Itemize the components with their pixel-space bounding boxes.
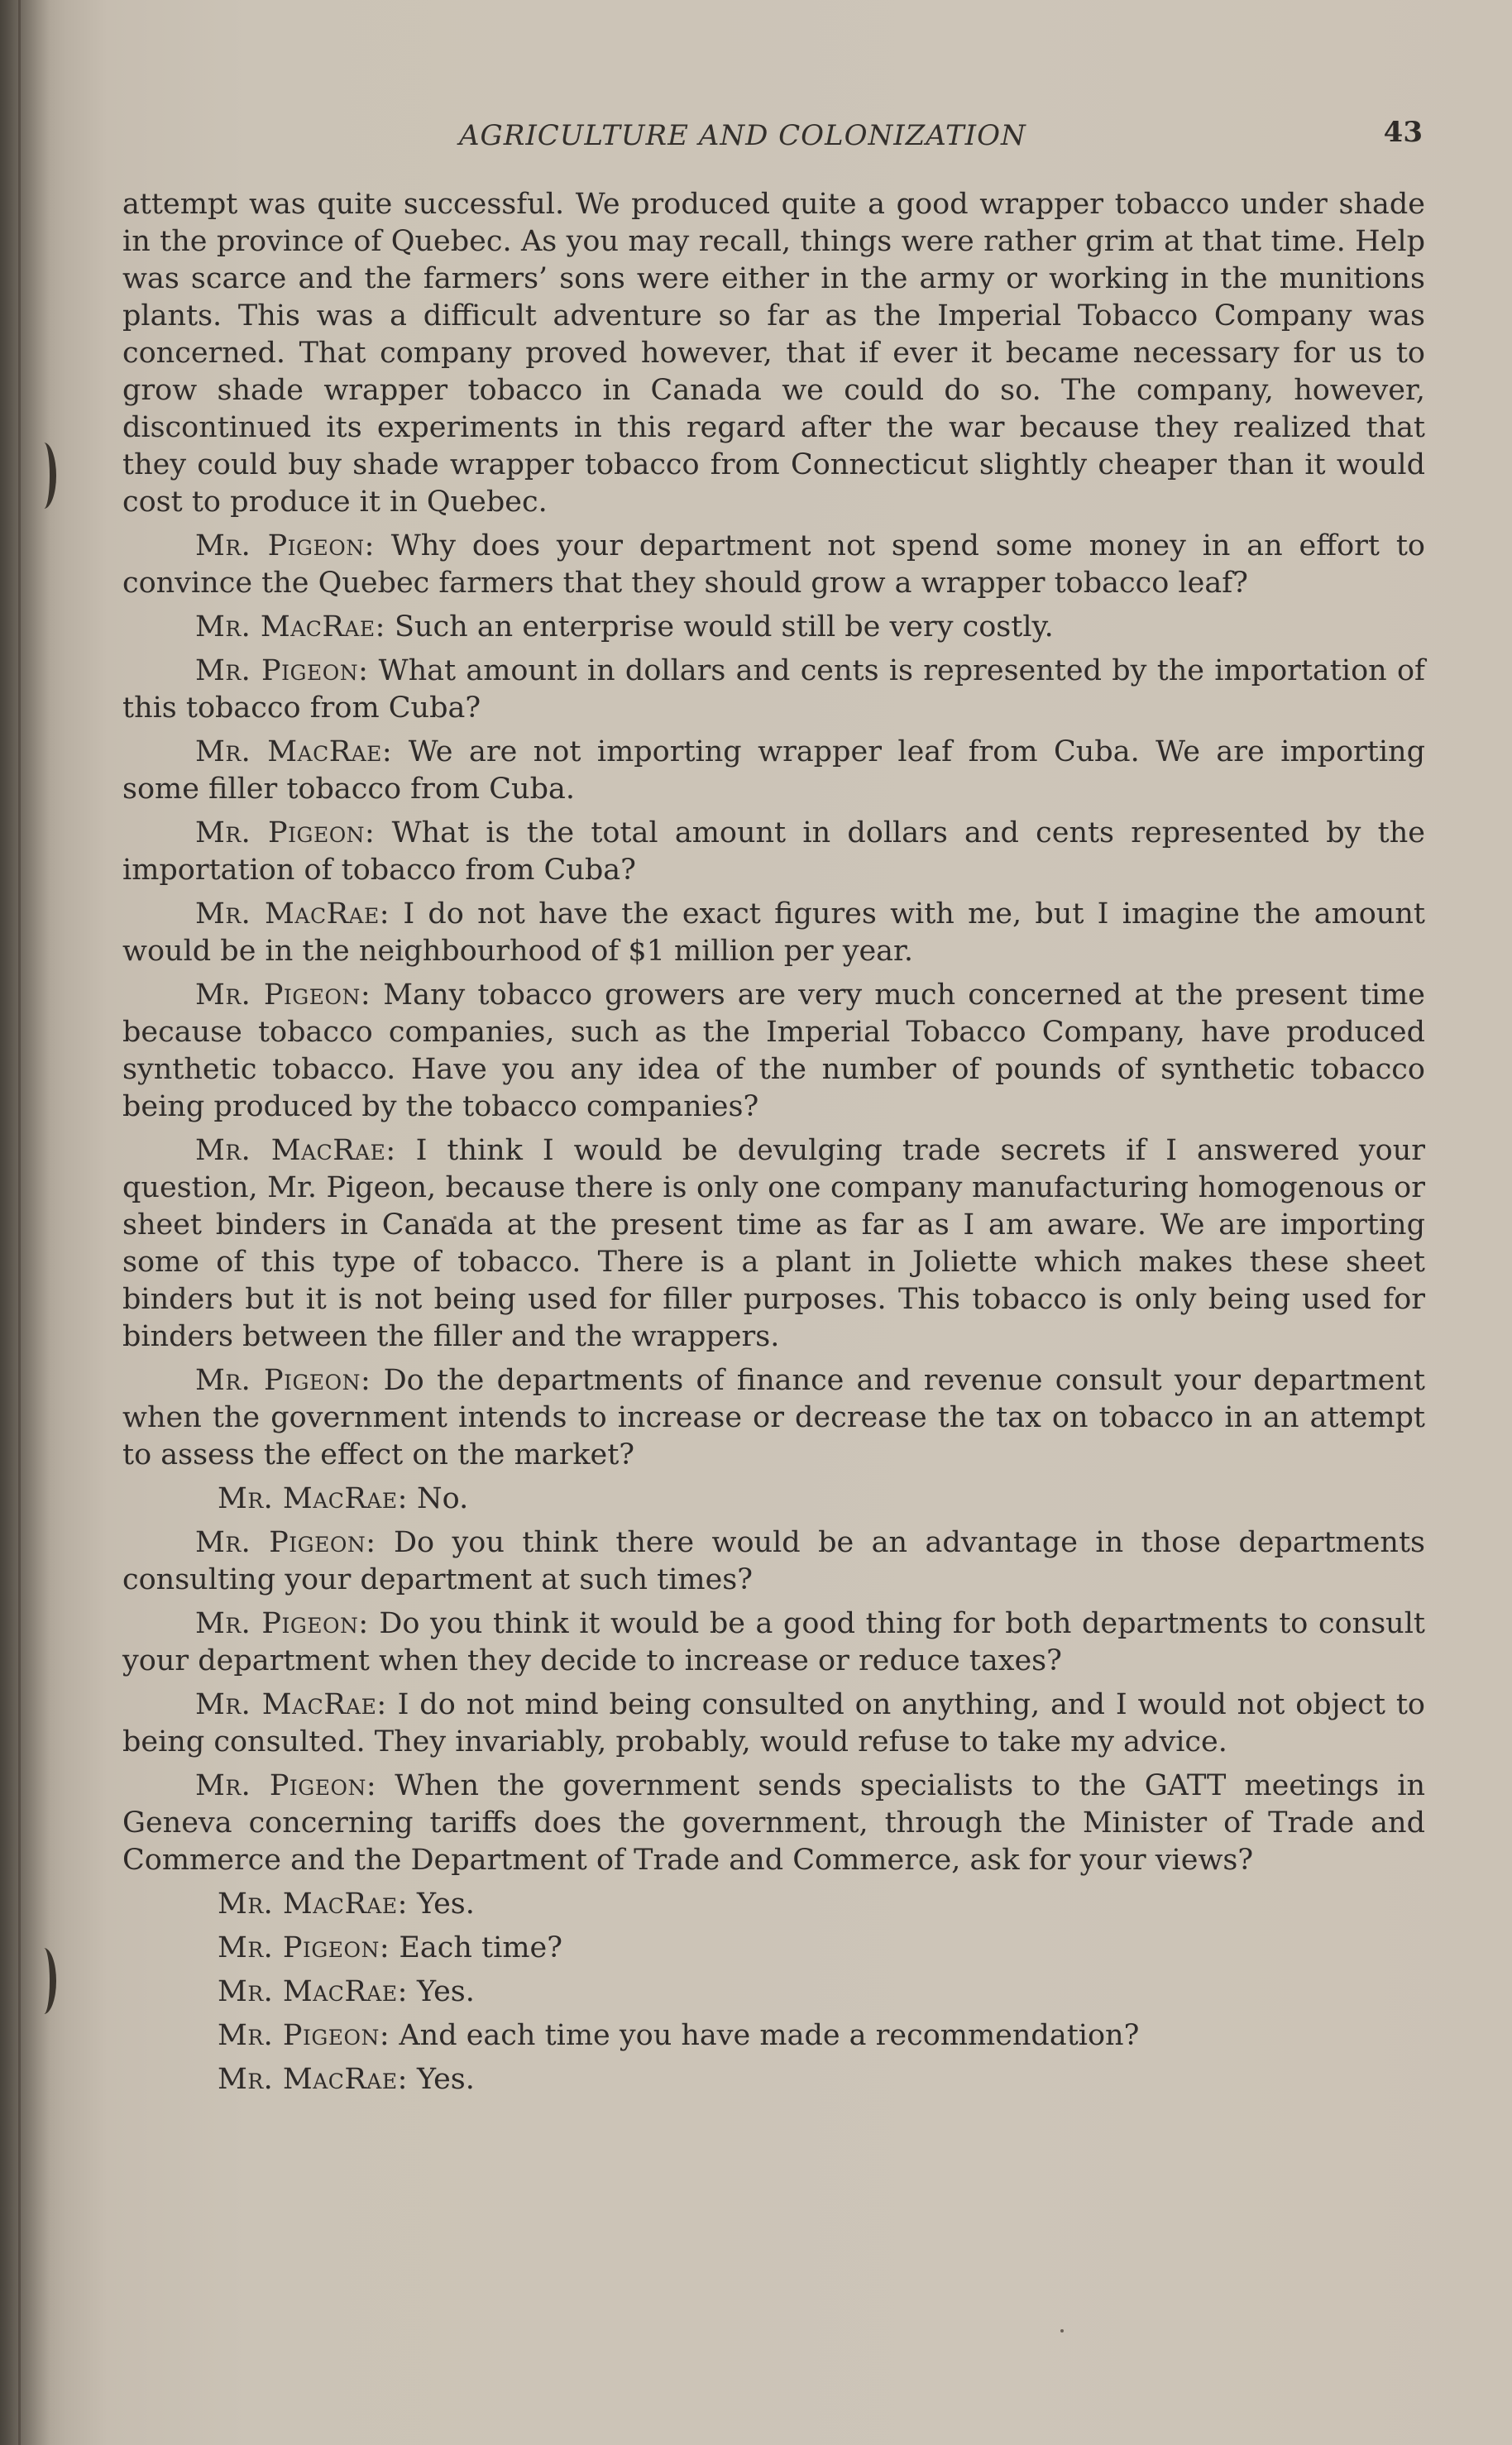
exchange-paragraph [122,2061,1425,2098]
speech-text: Why does your department not spend some money in an effort to convince the Quebec farmers that they should grow a wrapper tobacco leaf? [122,529,1425,600]
exchange-paragraph [122,1605,1425,1680]
speaker-label: Mr. Pigeon: [195,816,376,849]
speech-text: I do not have the exact figures with me, but I imagine the amount would be in the neighbourhood of $1 million per year. [122,897,1425,968]
speech-text: Each time? [399,1931,562,1964]
exchange-paragraph [122,1687,1425,1761]
exchange-paragraph [122,734,1425,808]
speech-text: I think I would be devulging trade secrets if I answered your question, Mr. Pigeon, because there is only one company manufacturing homogenous or sheet binders in Canada at the present time as far as I am aware. We are importing some of this type of tobacco. There is a plant in Joliette which makes these sheet binders but it is not being used for filler purposes. This tobacco is only being used for binders between the filler and the wrappers. [122,1134,1425,1353]
spine-shadow [0,0,50,2445]
speaker-label: Mr. MacRae: [195,897,390,931]
speech-text: Many tobacco growers are very much concerned at the present time because tobacco companies, such as the Imperial Tobacco Company, have produced synthetic tobacco. Have you any idea of the number of pounds of synthetic tobacco being produced by the tobacco companies? [122,978,1425,1123]
opening-paragraph: attempt was quite successful. We produced quite a good wrapper tobacco under shade in the province of Quebec. As you may recall, things were rather grim at that time. Help was scarce and the farmers’ sons were either in the army or working in the munitions plants. This was a difficult adventure so far as the Imperial Tobacco Company was concerned. That company proved however, that if ever it became necessary for us to grow shade wrapper tobacco in Canada we could do so. The company, however, discontinued its experiments in this regard after the war because they realized that they could buy shade wrapper tobacco from Connecticut slightly cheaper than it would cost to produce it in Quebec. [122,188,1425,519]
page-number: 43 [1383,116,1423,149]
exchange-paragraph [122,1974,1425,2011]
speech-text: No. [417,1482,469,1515]
exchange-paragraph [122,653,1425,727]
speaker-label: Mr. Pigeon: [195,654,369,687]
exchange-paragraph [122,1132,1425,1356]
speaker-label: Mr. MacRae: [218,1975,408,2008]
binding-hole-bottom [31,1948,56,2014]
speech-text: Yes. [417,1975,475,2008]
speaker-label: Mr. MacRae: [195,735,393,768]
speaker-label: Mr. Pigeon: [195,1769,377,1802]
speech-text: I do not mind being consulted on anything, and I would not object to being consulted. They invariably, probably, would refuse to take my advice. [122,1688,1425,1758]
speech-text: What amount in dollars and cents is represented by the importation of this tobacco from Cuba? [122,654,1425,725]
speech-text: Such an enterprise would still be very costly. [395,610,1054,644]
speech-text: Do you think it would be a good thing for both departments to consult your department when they decide to increase or reduce taxes? [122,1607,1425,1677]
speaker-label: Mr. Pigeon: [195,529,375,562]
spine-line [18,0,21,2445]
exchange-paragraph [122,2017,1425,2055]
binding-hole-top [31,443,56,509]
speaker-label: Mr. MacRae: [218,1888,408,1921]
exchange-paragraph [122,609,1425,646]
speech-text: Yes. [417,1888,475,1921]
speech-text: Do you think there would be an advantage in those departments consulting your department at such times? [122,1526,1425,1596]
exchange-paragraph [122,1524,1425,1599]
exchange-paragraph [122,1768,1425,1879]
running-title: AGRICULTURE AND COLONIZATION [459,119,1026,152]
transcript-body [122,186,1425,2105]
speaker-label: Mr. Pigeon: [218,2019,390,2052]
speech-text: What is the total amount in dollars and cents represented by the importation of tobacco from Cuba? [122,816,1425,887]
exchange-paragraph [122,1481,1425,1518]
speech-text: Do the departments of finance and revenue consult your department when the government intends to increase or decrease the tax on tobacco in an attempt to assess the effect on the market? [122,1364,1425,1471]
speaker-label: Mr. Pigeon: [218,1931,390,1964]
speaker-label: Mr. MacRae: [195,610,385,644]
speaker-label: Mr. MacRae: [218,2063,408,2096]
exchange-paragraph [122,815,1425,889]
exchange-paragraph [122,1930,1425,1967]
exchange-paragraph [122,528,1425,602]
exchange-paragraph [122,977,1425,1126]
exchange-paragraph [122,1886,1425,1923]
speaker-label: Mr. Pigeon: [195,1607,369,1640]
speech-text: And each time you have made a recommendation? [399,2019,1140,2052]
running-head [124,116,1423,165]
speaker-label: Mr. MacRae: [218,1482,408,1515]
speaker-label: Mr. MacRae: [195,1134,396,1167]
speech-text: Yes. [417,2063,475,2096]
speaker-label: Mr. Pigeon: [195,1526,376,1559]
speech-text: We are not importing wrapper leaf from Cuba. We are importing some filler tobacco from Cuba. [122,735,1425,806]
speech-text: When the government sends specialists to the GATT meetings in Geneva concerning tariffs does the government, through the Minister of Trade and Commerce and the Department of Trade and Commerce, ask for your views? [122,1769,1425,1877]
exchange-paragraph [122,1362,1425,1474]
speaker-label: Mr. MacRae: [195,1688,387,1721]
paper-speck [1060,2329,1064,2333]
exchange-paragraph [122,896,1425,970]
speaker-label: Mr. Pigeon: [195,978,371,1012]
speaker-label: Mr. Pigeon: [195,1364,371,1397]
